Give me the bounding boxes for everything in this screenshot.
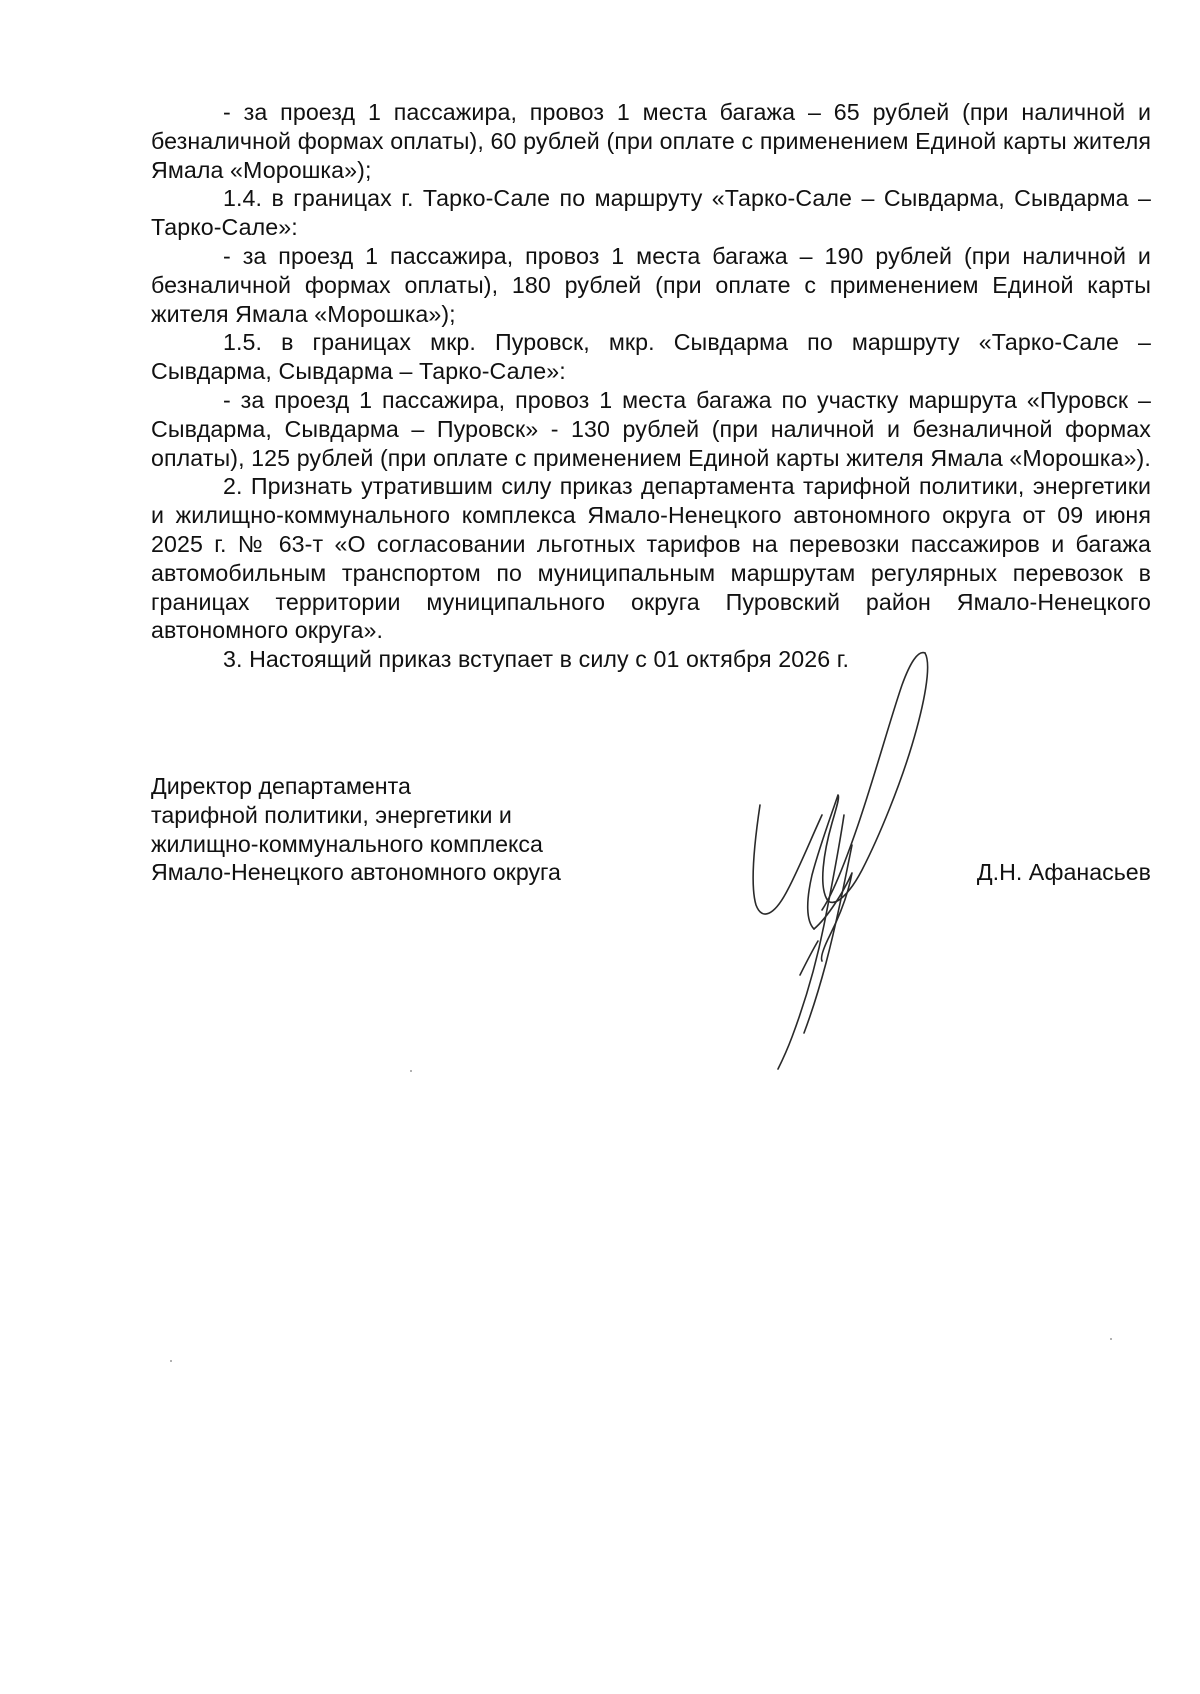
signature-block: [151, 772, 1151, 887]
document-body: [151, 98, 1151, 674]
paragraph-purovsk-sivdarma-fare: - за проезд 1 пассажира, провоз 1 места багажа по участку маршрута «Пуровск – Сывдарма, Сывдарма – Пуровск» - 130 рублей (при наличной и безналичной формах оплаты), 125 рублей (при оплате с применением Единой карты жителя Ямала «Морошка»).: [151, 386, 1151, 471]
signer-position-line: Директор департамента: [151, 773, 411, 799]
paragraph-1-4-tarko-sale-route: 1.4. в границах г. Тарко-Сале по маршруту «Тарко-Сале – Сывдарма, Сывдарма – Тарко-Сале»:: [151, 185, 1151, 241]
paragraph-tarko-sale-fare: - за проезд 1 пассажира, провоз 1 места багажа – 190 рублей (при наличной и безналичной формах оплаты), 180 рублей (при оплате с применением Единой карты жителя Ямала «Морошка»);: [151, 242, 1151, 327]
signer-position-line: Ямало-Ненецкого автономного округа: [151, 859, 561, 886]
paragraph-1-5-purovsk-sivdarma-route: 1.5. в границах мкр. Пуровск, мкр. Сывдарма по маршруту «Тарко-Сале – Сывдарма, Сывдарма – Тарко-Сале»:: [151, 329, 1151, 385]
paragraph-3-effective-date: 3. Настоящий приказ вступает в силу с 01 октября 2026 г.: [223, 646, 850, 673]
signer-position-line: тарифной политики, энергетики и: [151, 801, 512, 828]
scan-speck: [170, 1360, 172, 1362]
scan-speck: [1110, 1338, 1112, 1340]
signer-name: Д.Н. Афанасьев: [976, 859, 1151, 885]
handwritten-signature-icon: [740, 645, 960, 1085]
signer-position-line: жилищно-коммунального комплекса: [151, 830, 543, 857]
paragraph-2-repeal-order: 2. Признать утратившим силу приказ департамента тарифной политики, энергетики и жилищно-коммунального комплекса Ямало-Ненецкого автономного округа от 09 июня 2025 г. № 63-т «О согласовании льготных тарифов на перевозки пассажиров и багажа автомобильным транспортом по муниципальным маршрутам регулярных перевозок в границах территории муниципального округа Пуровский район Ямало-Ненецкого автономного округа».: [151, 473, 1151, 644]
paragraph-tariff-purovsk-fare: - за проезд 1 пассажира, провоз 1 места багажа – 65 рублей (при наличной и безналичной формах оплаты), 60 рублей (при оплате с применением Единой карты жителя Ямала «Морошка»);: [151, 99, 1151, 183]
scan-speck: [410, 1070, 412, 1072]
